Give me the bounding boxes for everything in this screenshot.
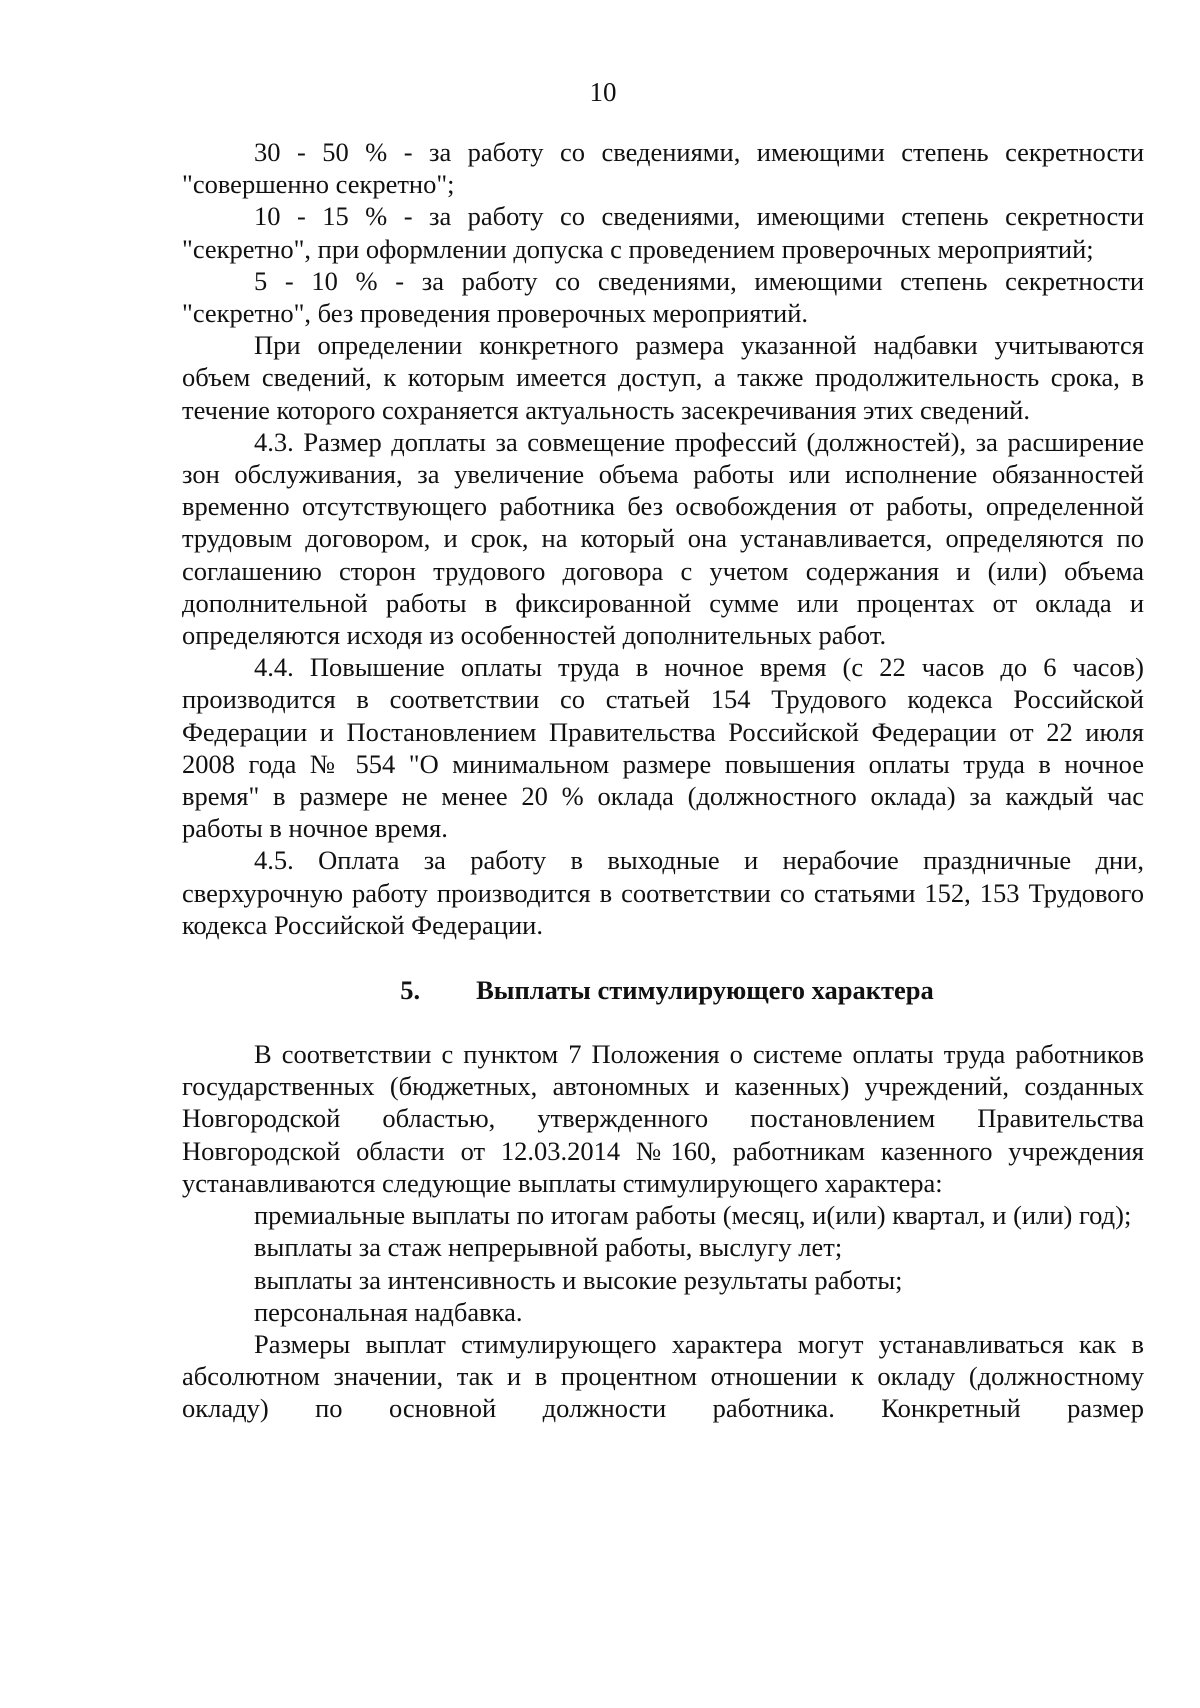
paragraph-payment-sizes: Размеры выплат стимулирующего характера могут устанавливаться как в абсолютном значении, так и в процентном отношении к окладу (должностному окладу) по основной должности работника. Конкретный размер: [182, 1328, 1144, 1424]
paragraph-secrecy-secret-without-checks: 5 - 10 % - за работу со сведениями, имеющими степень секретности "секретно", без проведения проверочных мероприятий.: [182, 265, 1144, 329]
paragraph-secrecy-top-secret: 30 - 50 % - за работу со сведениями, имеющими степень секретности "совершенно секретно";: [182, 137, 1144, 200]
paragraph-4-5: 4.5. Оплата за работу в выходные и нерабочие праздничные дни, сверхурочную работу производится в соответствии со статьями 152, 153 Трудового кодекса Российской Федерации.: [182, 845, 1144, 940]
document-body: [182, 136, 1144, 1425]
paragraph-allowance-determination: При определении конкретного размера указанной надбавки учитываются объем сведений, к которым имеется доступ, а также продолжительность срока, в течение которого сохраняется актуальность засекречивания этих сведений.: [182, 330, 1144, 425]
list-item-bonus-payments: премиальные выплаты по итогам работы (месяц, и(или) квартал, и (или) год);: [254, 1200, 1132, 1231]
list-item-personal-allowance: персональная надбавка.: [254, 1296, 523, 1327]
list-item-length-of-service: выплаты за стаж непрерывной работы, выслугу лет;: [254, 1232, 843, 1263]
paragraph-4-3: 4.3. Размер доплаты за совмещение профессий (должностей), за расширение зон обслуживания, за увеличение объема работы или исполнение обязанностей временно отсутствующего работника без освобождения от работы, определенной трудовым договором, и срок, на который она устанавливается, определяются по соглашению сторон трудового договора с учетом содержания и (или) объема дополнительной работы в фиксированной сумме или процентах от оклада и определяются исходя из особенностей дополнительных работ.: [182, 426, 1144, 651]
section-number: 5.: [400, 975, 421, 1006]
section-title: Выплаты стимулирующего характера: [476, 975, 934, 1006]
paragraph-section-5-intro: В соответствии с пунктом 7 Положения о системе оплаты труда работников государственных (бюджетных, автономных и казенных) учреждений, созданных Новгородской областью, утвержденного постановлением Правительства Новгородской области от 12.03.2014 №160, работникам казенного учреждения устанавливаются следующие выплаты стимулирующего характера:: [182, 1039, 1144, 1198]
paragraph-secrecy-secret-with-checks: 10 - 15 % - за работу со сведениями, имеющими степень секретности "секретно", при оформлении допуска с проведением проверочных мероприятий;: [182, 201, 1144, 264]
section-heading: [182, 974, 1144, 1006]
page-number: 10: [589, 77, 617, 107]
list-item-intensity-payments: выплаты за интенсивность и высокие результаты работы;: [254, 1264, 903, 1295]
paragraph-4-4: 4.4. Повышение оплаты труда в ночное время (с 22 часов до 6 часов) производится в соответствии со статьей 154 Трудового кодекса Российской Федерации и Постановлением Правительства Российской Федерации от 22 июля 2008 года № 554 "О минимальном размере повышения оплаты труда в ночное время" в размере не менее 20 % оклада (должностного оклада) за каждый час работы в ночное время.: [182, 652, 1144, 844]
